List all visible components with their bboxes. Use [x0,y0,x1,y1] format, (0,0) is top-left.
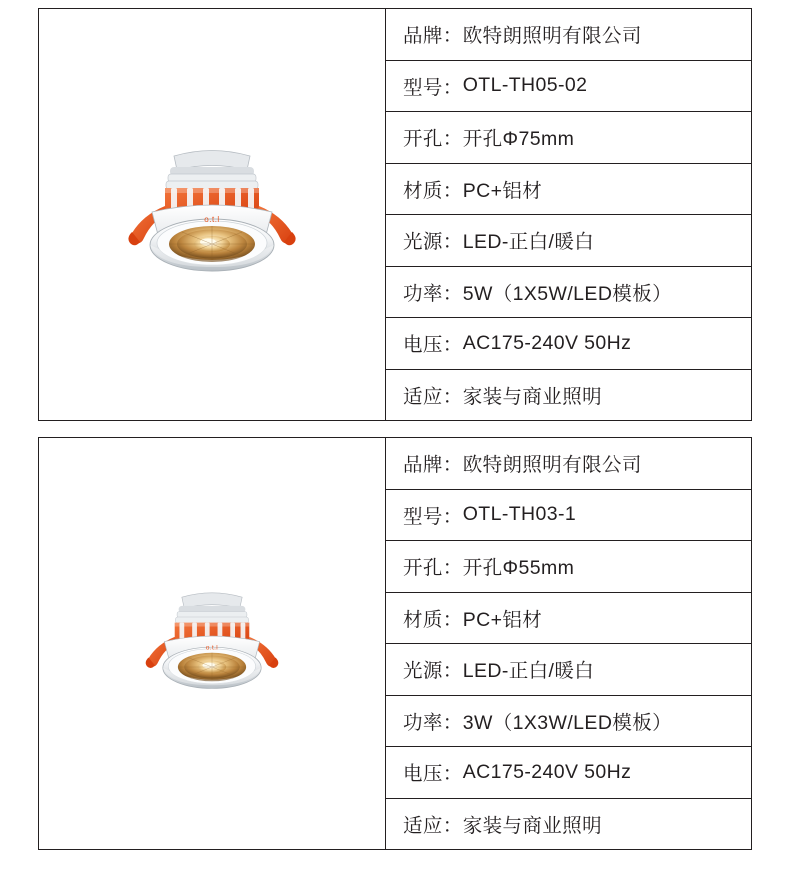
spec-row [386,164,751,216]
product-card [38,8,752,421]
spec-value: LED-正白/暖白 [462,231,595,254]
spec-value: AC175-240V 50Hz [462,331,632,354]
spec-value: 开孔Φ75mm [462,128,575,151]
spec-row [386,112,751,164]
spec-value: AC175-240V 50Hz [462,760,632,783]
spec-value: LED-正白/暖白 [462,660,595,683]
spec-label: 电压： [403,763,463,786]
spec-row [386,9,751,61]
spec-value: 3W（1X3W/LED模板） [462,711,673,734]
spec-value: PC+铝材 [462,179,543,202]
spec-row [386,747,751,799]
product-image-pane [39,9,386,420]
downlight-product-image [108,140,316,290]
product-card [38,437,752,850]
spec-label: 适应： [403,385,463,408]
spec-value: 家装与商业照明 [462,385,603,408]
spec-row [386,541,751,593]
product-image-pane [39,438,386,849]
spec-label: 功率： [403,282,463,305]
brandmark-label: o.t.l [205,644,219,652]
spec-label: 光源： [403,660,463,683]
spec-label: 材质： [403,608,463,631]
spec-label: 材质： [403,179,463,202]
spec-label: 型号： [403,76,463,99]
spec-row [386,490,751,542]
spec-label: 功率： [403,711,463,734]
spec-table [386,438,751,849]
spec-value: 欧特朗照明有限公司 [462,25,642,48]
spec-label: 适应： [403,814,463,837]
spec-label: 电压： [403,334,463,357]
spec-row [386,593,751,645]
spec-label: 开孔： [403,557,463,580]
spec-value: 5W（1X5W/LED模板） [462,282,673,305]
spec-value: 欧特朗照明有限公司 [462,454,642,477]
spec-row [386,267,751,319]
spec-row [386,644,751,696]
spec-label: 品牌： [403,25,463,48]
spec-label: 品牌： [403,454,463,477]
spec-value: OTL-TH03-1 [462,503,577,526]
spec-value: OTL-TH05-02 [462,74,588,97]
spec-label: 型号： [403,505,463,528]
spec-label: 开孔： [403,128,463,151]
spec-row [386,318,751,370]
downlight-product-image [130,584,295,704]
spec-row [386,696,751,748]
spec-row [386,370,751,421]
spec-value: 开孔Φ55mm [462,557,575,580]
spec-row [386,61,751,113]
spec-row [386,215,751,267]
spec-label: 光源： [403,231,463,254]
spec-row [386,438,751,490]
spec-row [386,799,751,850]
spec-table [386,9,751,420]
spec-value: 家装与商业照明 [462,814,603,837]
brandmark-label: o.t.l [204,214,220,224]
spec-value: PC+铝材 [462,608,543,631]
